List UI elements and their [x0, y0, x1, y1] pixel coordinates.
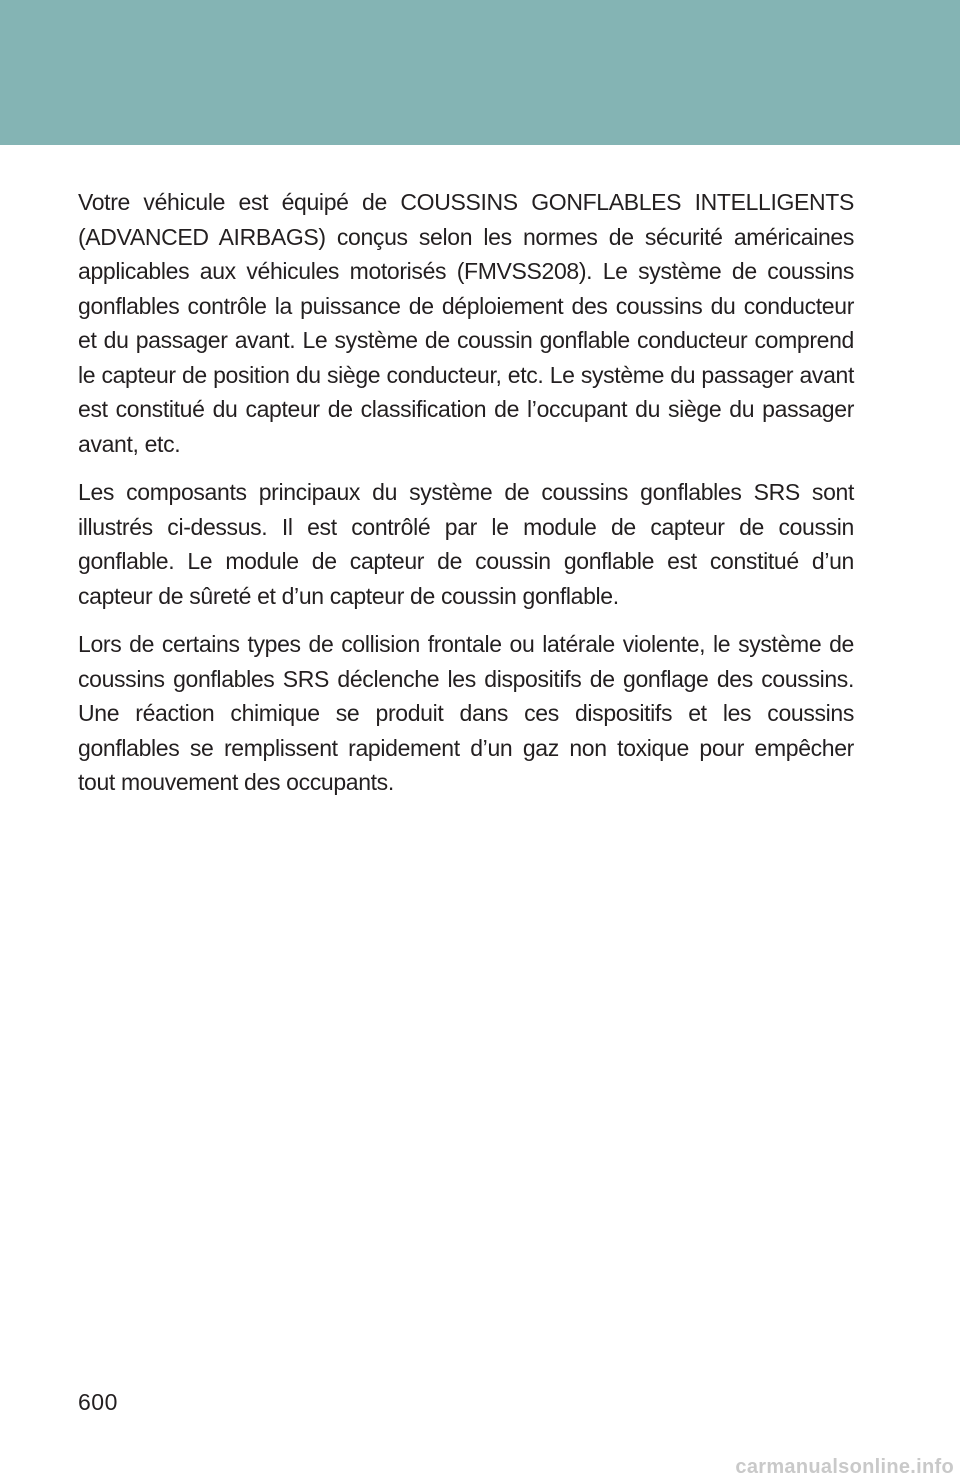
- page-number: 600: [78, 1389, 118, 1415]
- header-band: [0, 0, 960, 145]
- paragraph-advanced-airbags: Votre véhicule est équipé de COUSSINS GONFLABLES INTELLIGENTS (ADVANCED AIRBAGS) conçus selon les normes de sécurité américaines applicables aux véhicules motorisés (FMVSS208). Le système de coussins gonflables contrôle la puissance de déploiement des coussins du conducteur et du passager avant. Le système de coussin gonflable conducteur comprend le capteur de position du siège conducteur, etc. Le système du passager avant est constitué du capteur de classification de l’occupant du siège du passager avant, etc.: [78, 189, 854, 457]
- paragraph-srs-components: Les composants principaux du système de coussins gonflables SRS sont illustrés ci-dessus. Il est contrôlé par le module de capteur de coussin gonflable. Le module de capteur de coussin gonflable est constitué d’un capteur de sûreté et d’un capteur de coussin gonflable.: [78, 479, 854, 609]
- watermark: carmanualsonline.info: [735, 1455, 954, 1478]
- paragraph-collision-deployment: Lors de certains types de collision frontale ou latérale violente, le système de coussins gonflables SRS déclenche les dispositifs de gonflage des coussins. Une réaction chimique se produit dans ces dispositifs et les coussins gonflables se remplissent rapidement d’un gaz non toxique pour empêcher tout mouvement des occupants.: [78, 631, 854, 795]
- body-text: [78, 185, 854, 814]
